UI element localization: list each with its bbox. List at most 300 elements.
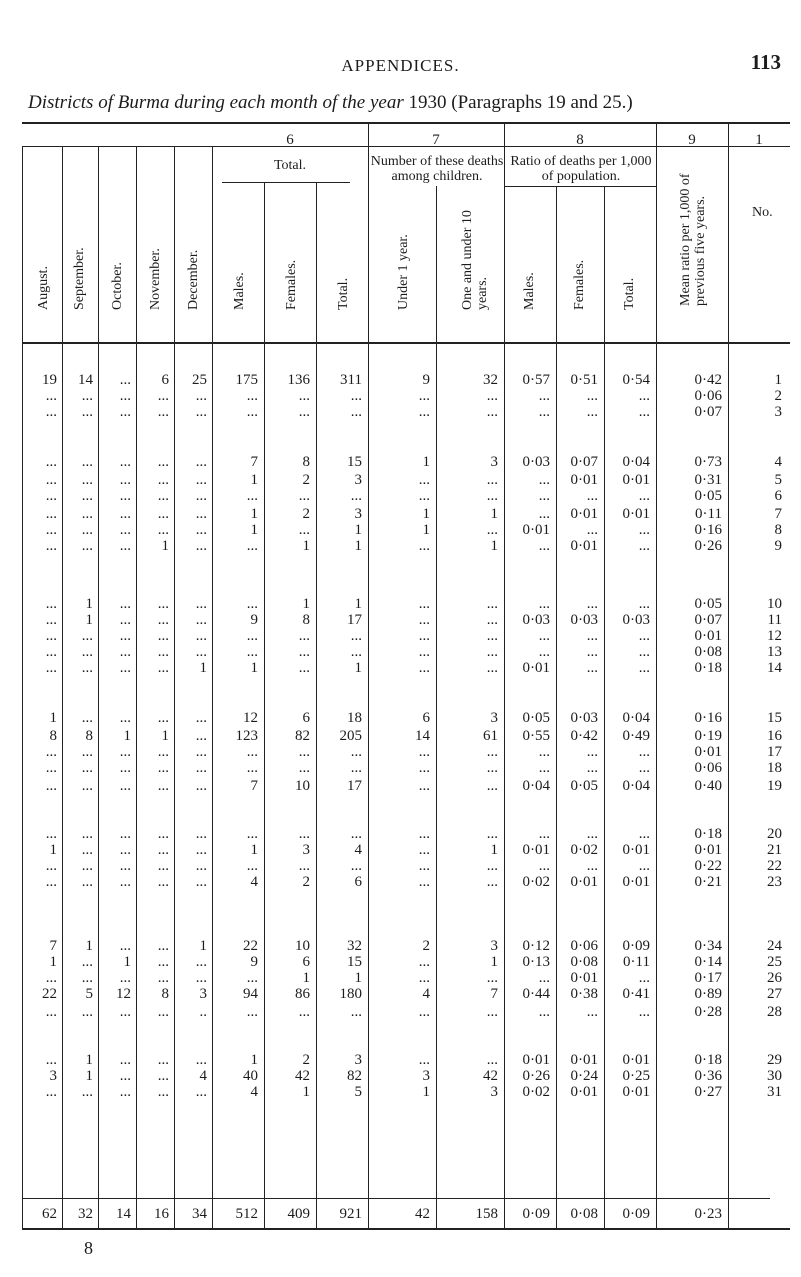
table-cell: ... [81,404,93,420]
table-cell: 1 [354,522,362,538]
table-cell: ... [486,1052,498,1068]
table-cell: ... [586,522,598,538]
table-cell: ... [538,506,550,522]
table-cell: 7 [490,986,498,1002]
table-cell: ... [298,744,310,760]
table-cell: ... [586,858,598,874]
table-cell: ... [350,644,362,660]
table-cell: ... [246,826,258,842]
table-cell: 0·25 [622,1068,650,1084]
table-cell: 15 [347,954,362,970]
table-cell: ... [119,778,131,794]
table-cell: ... [246,744,258,760]
table-cell: ... [486,612,498,628]
table-cell: ... [486,388,498,404]
table-cell: 3 [49,1068,57,1084]
totals-cell: 0·09 [622,1206,650,1222]
table-cell: 0·24 [570,1068,598,1084]
table-cell: 0·12 [522,938,550,954]
table-cell: 1 [302,538,310,554]
table-cell: 0·11 [695,506,722,522]
table-cell: 42 [295,1068,310,1084]
table-cell: 0·38 [570,986,598,1002]
table-cell: ... [538,644,550,660]
table-cell: ... [418,538,430,554]
table-cell: ... [246,388,258,404]
table-cell: 6 [302,954,310,970]
table-cell: ... [195,874,207,890]
table-cell: ... [157,858,169,874]
table-cell: 23 [767,874,782,890]
table-cell: 0·55 [522,728,550,744]
table-cell: 136 [287,372,310,388]
table-cell: ... [350,388,362,404]
table-cell: 205 [339,728,362,744]
table-cell: 1 [85,612,93,628]
table-cell: 0·11 [623,954,650,970]
table-cell: 0·07 [694,404,722,420]
table-cell: ... [119,506,131,522]
table-cell: ... [418,644,430,660]
table-cell: 94 [243,986,258,1002]
total-subrule [222,182,350,183]
totals-cell: 409 [287,1206,310,1222]
table-cell: 14 [415,728,430,744]
table-cell: ... [298,522,310,538]
table-cell: ... [45,538,57,554]
table-cell: ... [45,628,57,644]
table-cell: ... [486,858,498,874]
table-cell: 3 [774,404,782,420]
table-cell: ... [45,1004,57,1020]
table-cell: 0·22 [694,858,722,874]
table-cell: 3 [490,938,498,954]
table-cell: 0·08 [570,954,598,970]
page-number: 113 [750,50,781,74]
table-cell: 1 [250,1052,258,1068]
totals-cell: 34 [192,1206,207,1222]
table-cell: 0·09 [622,938,650,954]
table-cell: ... [157,628,169,644]
table-cell: 0·01 [694,744,722,760]
table-cell: ... [45,858,57,874]
table-cell: 6 [161,372,169,388]
table-cell: 0·27 [694,1084,722,1100]
total-group-header: Total. [273,158,307,173]
table-cell: ... [81,760,93,776]
table-cell: ... [45,506,57,522]
table-cell: 0·13 [522,954,550,970]
table-cell: ... [195,612,207,628]
table-cell: ... [45,404,57,420]
table-cell: ... [157,644,169,660]
table-cell: ... [157,760,169,776]
col-head-august: August. [36,266,51,310]
table-cell: ... [119,760,131,776]
table-cell: 0·07 [570,454,598,470]
table-cell: 4 [250,1084,258,1100]
table-cell: ... [538,596,550,612]
table-cell: 13 [767,644,782,660]
table-cell: 2 [422,938,430,954]
table-cell: 0·42 [694,372,722,388]
table-cell: 0·03 [622,612,650,628]
col-head-november: November. [148,248,163,310]
title-rest: 1930 (Paragraphs 19 and 25.) [403,92,633,113]
table-cell: ... [195,858,207,874]
table-cell: ... [81,954,93,970]
totals-cell: 32 [78,1206,93,1222]
table-cell: 0·03 [570,612,598,628]
table-cell: ... [418,1052,430,1068]
table-cell: 4 [774,454,782,470]
table-cell: ... [246,404,258,420]
table-cell: ... [119,710,131,726]
col-head-number: No. [752,205,773,220]
table-cell: 22 [243,938,258,954]
table-cell: ... [157,954,169,970]
table-cell: ... [246,488,258,504]
table-cell: ... [195,506,207,522]
table-cell: ... [586,826,598,842]
table-cell: 3 [354,1052,362,1068]
table-cell: 0·01 [570,472,598,488]
table-cell: 0·28 [694,1004,722,1020]
table-cell: ... [157,970,169,986]
table-cell: 4 [422,986,430,1002]
table-cell: 1 [422,506,430,522]
table-cell: ... [119,842,131,858]
table-cell: ... [418,488,430,504]
table-cell: 26 [767,970,782,986]
table-cell: 0·06 [694,760,722,776]
table-cell: ... [81,826,93,842]
table-cell: 82 [295,728,310,744]
table-cell: ... [195,728,207,744]
table-cell: ... [486,596,498,612]
group-number-6: 6 [286,132,294,148]
table-cell: 0·01 [522,1052,550,1068]
table-cell: ... [157,744,169,760]
table-cell: ... [486,644,498,660]
table-cell: ... [538,760,550,776]
table-cell: 0·04 [522,778,550,794]
table-cell: 1 [161,538,169,554]
table-cell: 12 [767,628,782,644]
table-cell: 1 [354,970,362,986]
table-cell: ... [586,388,598,404]
table-cell: 0·06 [570,938,598,954]
table-title [28,92,633,114]
table-cell: ... [638,858,650,874]
table-cell: ... [157,938,169,954]
table-cell: ... [586,760,598,776]
ratio-subrule [504,186,656,187]
table-cell: 123 [235,728,258,744]
table-cell: 0·18 [694,1052,722,1068]
table-cell: ... [81,710,93,726]
table-cell: ... [538,488,550,504]
totals-cell: 62 [42,1206,57,1222]
table-cell: ... [157,778,169,794]
table-cell: 0·18 [694,660,722,676]
table-cell: 32 [483,372,498,388]
table-cell: 175 [235,372,258,388]
group-number-8: 8 [576,132,584,148]
table-cell: ... [81,388,93,404]
table-cell: ... [119,1084,131,1100]
table-cell: ... [195,744,207,760]
table-cell: 24 [767,938,782,954]
totals-cell: 0·08 [570,1206,598,1222]
table-cell: ... [486,522,498,538]
table-cell: ... [638,388,650,404]
table-cell: 0·05 [570,778,598,794]
table-cell: 8 [161,986,169,1002]
col-head-under-1: Under 1 year. [396,234,411,310]
totals-cell: 42 [415,1206,430,1222]
table-cell: 4 [250,874,258,890]
table-cell: ... [157,1052,169,1068]
table-cell: 1 [490,954,498,970]
table-cell: 0·57 [522,372,550,388]
table-cell: ... [119,628,131,644]
table-cell: 0·05 [522,710,550,726]
table-cell: ... [486,1004,498,1020]
table-cell: ... [418,596,430,612]
table-cell: ... [195,388,207,404]
table-cell: ... [81,506,93,522]
col-rule [368,124,369,1228]
table-cell: ... [119,874,131,890]
table-cell: 1 [490,842,498,858]
table-cell: ... [119,372,131,388]
col-rule [98,146,99,1228]
table-cell: ... [195,538,207,554]
table-cell: ... [81,472,93,488]
ratio-group-header: Ratio of deaths per 1,000 of population. [510,154,652,184]
table-cell: ... [45,612,57,628]
table-cell: ... [81,538,93,554]
table-cell: 1 [490,538,498,554]
table-cell: ... [119,644,131,660]
table-cell: ... [486,472,498,488]
table-cell: 0·01 [694,628,722,644]
table-cell: ... [45,660,57,676]
table-cell: ... [638,538,650,554]
col-head-males: Males. [232,272,247,310]
table-cell: 311 [340,372,362,388]
table-cell: ... [586,596,598,612]
table-cell: 27 [767,986,782,1002]
table-cell: ... [418,744,430,760]
table-cell: 0·54 [622,372,650,388]
table-cell: 1 [250,842,258,858]
table-cell: 0·31 [694,472,722,488]
table-cell: 20 [767,826,782,842]
table-cell: ... [538,404,550,420]
table-cell: 0·16 [694,710,722,726]
col-rule [604,186,605,1228]
table-cell: 0·49 [622,728,650,744]
table-cell: 9 [250,954,258,970]
table-cell: ... [638,826,650,842]
table-cell: 1 [422,522,430,538]
table-cell: 22 [767,858,782,874]
table-cell: 1 [250,472,258,488]
table-cell: ... [638,628,650,644]
table-cell: 3 [490,710,498,726]
table-cell: ... [418,660,430,676]
table-cell: 25 [767,954,782,970]
table-cell: 0·36 [694,1068,722,1084]
table-cell: ... [81,858,93,874]
table-cell: 0·01 [522,660,550,676]
table-cell: ... [81,970,93,986]
table-cell: 1 [161,728,169,744]
table-cell: ... [119,1052,131,1068]
table-cell: 4 [199,1068,207,1084]
table-cell: 6 [774,488,782,504]
table-cell: ... [418,826,430,842]
table-cell: 29 [767,1052,782,1068]
table-cell: ... [538,744,550,760]
table-cell: ... [638,644,650,660]
table-cell: ... [119,660,131,676]
table-cell: ... [638,522,650,538]
table-cell: 19 [767,778,782,794]
table-cell: 4 [354,842,362,858]
col-rule [62,146,63,1228]
table-cell: ... [157,1084,169,1100]
table-cell: 0·05 [694,596,722,612]
table-cell: 0·03 [570,710,598,726]
col-rule [316,182,317,1228]
table-cell: ... [81,778,93,794]
table-cell: 3 [354,506,362,522]
table-cell: ... [298,644,310,660]
table-cell: ... [157,660,169,676]
table-cell: ... [246,596,258,612]
table-cell: ... [157,1068,169,1084]
table-cell: 0·26 [522,1068,550,1084]
table-cell: 1 [354,538,362,554]
table-cell: ... [195,488,207,504]
table-cell: 1 [123,728,131,744]
table-cell: ... [119,538,131,554]
table-cell: ... [298,1004,310,1020]
table-cell: 2 [774,388,782,404]
table-cell: ... [81,660,93,676]
table-cell: ... [418,612,430,628]
table-cell: ... [119,858,131,874]
table-cell: ... [195,522,207,538]
table-cell: 7 [250,778,258,794]
table-cell: ... [45,778,57,794]
table-cell: ... [195,404,207,420]
table-cell: 0·01 [522,522,550,538]
table-cell: 17 [767,744,782,760]
table-cell: ... [418,874,430,890]
table-cell: ... [246,628,258,644]
table-cell: ... [350,404,362,420]
table-cell: ... [298,760,310,776]
table-cell: ... [195,760,207,776]
table-cell: 0·01 [570,506,598,522]
table-cell: ... [486,744,498,760]
table-cell: ... [418,954,430,970]
table-cell: 0·34 [694,938,722,954]
table-cell: 1 [490,506,498,522]
table-cell: 7 [250,454,258,470]
col-rule [22,146,23,1228]
table-cell: ... [638,1004,650,1020]
table-cell: 1 [250,506,258,522]
table-cell: ... [486,628,498,644]
table-cell: ... [538,858,550,874]
table-cell: ... [45,826,57,842]
table-cell: ... [195,1084,207,1100]
table-cell: ... [81,454,93,470]
table-cell: ... [538,1004,550,1020]
table-cell: ... [157,1004,169,1020]
table-cell: 8 [302,454,310,470]
table-cell: ... [638,970,650,986]
table-cell: 0·89 [694,986,722,1002]
table-cell: 0·01 [622,874,650,890]
table-cell: 86 [295,986,310,1002]
table-cell: ... [81,744,93,760]
table-cell: ... [350,1004,362,1020]
totals-cell: 921 [339,1206,362,1222]
table-cell: ... [298,388,310,404]
table-cell: ... [418,778,430,794]
table-cell: 1 [354,660,362,676]
table-cell: ... [486,970,498,986]
table-cell: ... [45,1052,57,1068]
table-cell: 82 [347,1068,362,1084]
table-cell: 0·06 [694,388,722,404]
title-italic: Districts of Burma during each month of the year [28,92,404,113]
table-cell: ... [119,1004,131,1020]
table-cell: ... [538,826,550,842]
table-cell: 1 [85,938,93,954]
table-cell: ... [246,1004,258,1020]
table-cell: 3 [199,986,207,1002]
top-rule [22,122,790,124]
table-cell: 1 [302,970,310,986]
table-cell: ... [45,644,57,660]
table-cell: 6 [422,710,430,726]
table-cell: 0·01 [694,842,722,858]
table-cell: 0·73 [694,454,722,470]
table-cell: ... [157,404,169,420]
table-cell: ... [638,404,650,420]
table-cell: 0·18 [694,826,722,842]
table-cell: ... [350,760,362,776]
table-cell: 180 [339,986,362,1002]
table-cell: 0·01 [570,1084,598,1100]
table-cell: 0·21 [694,874,722,890]
table-cell: 0·01 [622,472,650,488]
table-cell: ... [586,488,598,504]
table-cell: 0·44 [522,986,550,1002]
table-cell: 1 [250,660,258,676]
table-cell: 0·51 [570,372,598,388]
table-cell: ... [350,628,362,644]
table-cell: ... [538,628,550,644]
col-head-ratio-males: Males. [522,272,537,310]
